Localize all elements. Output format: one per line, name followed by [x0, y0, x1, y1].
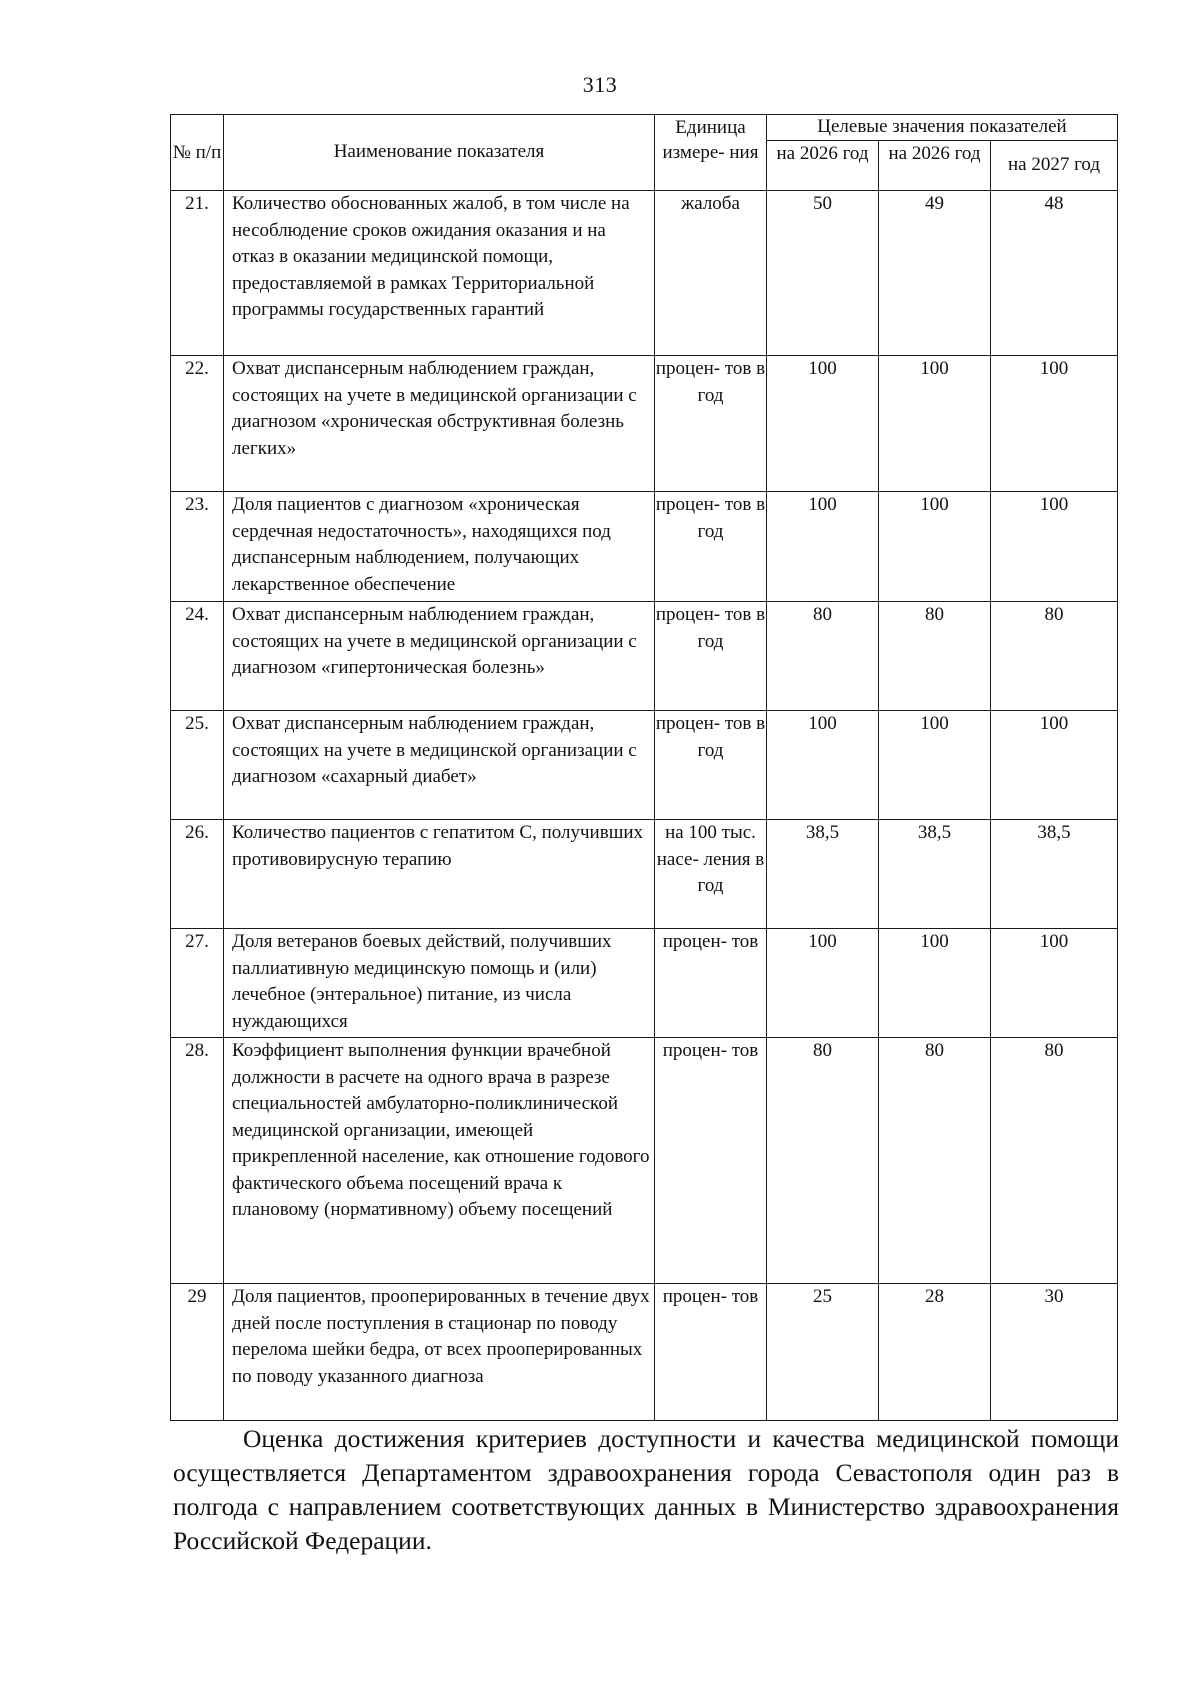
header-unit-label: Единица измере- ния — [662, 117, 759, 163]
row-number: 25. — [171, 711, 224, 820]
header-target-values-label: Целевые значения показателей — [817, 116, 1067, 137]
row-number: 24. — [171, 602, 224, 711]
indicator-name: Доля пациентов, прооперированных в течение двух дней после поступления в стационар по поводу перелома шейки бедра, от всех прооперированных по поводу указанного диагноза — [224, 1284, 655, 1421]
target-value-1: 100 — [767, 929, 879, 1038]
unit-of-measure: процен- тов — [655, 929, 767, 1038]
header-target-values — [767, 115, 1118, 141]
target-value-1: 80 — [767, 1038, 879, 1284]
indicators-table — [170, 114, 1118, 1421]
target-value-3: 38,5 — [991, 820, 1118, 929]
table-row — [171, 191, 1118, 356]
conclusion-paragraph — [173, 1422, 1119, 1558]
header-name — [224, 115, 655, 191]
unit-of-measure: жалоба — [655, 191, 767, 356]
table-header — [171, 115, 1118, 191]
target-value-3: 100 — [991, 356, 1118, 492]
row-number: 21. — [171, 191, 224, 356]
row-number: 28. — [171, 1038, 224, 1284]
indicator-name: Охват диспансерным наблюдением граждан, состоящих на учете в медицинской организации с диагнозом «гипертоническая болезнь» — [224, 602, 655, 711]
target-value-2: 49 — [879, 191, 991, 356]
indicator-name: Количество обоснованных жалоб, в том числе на несоблюдение сроков ожидания оказания и на отказ в оказании медицинской помощи, предоставляемой в рамках Территориальной программы государственных гарантий — [224, 191, 655, 356]
header-name-label: Наименование показателя — [333, 141, 545, 163]
header-year-2-label: на 2026 год — [888, 143, 981, 164]
target-value-1: 50 — [767, 191, 879, 356]
target-value-2: 38,5 — [879, 820, 991, 929]
row-number: 27. — [171, 929, 224, 1038]
unit-of-measure: процен- тов в год — [655, 356, 767, 492]
target-value-1: 100 — [767, 492, 879, 602]
target-value-1: 38,5 — [767, 820, 879, 929]
row-number: 29 — [171, 1284, 224, 1421]
target-value-1: 80 — [767, 602, 879, 711]
page-number: 313 — [582, 72, 618, 97]
conclusion-text: Оценка достижения критериев доступности и качества медицинской помощи осуществляется Департаментом здравоохранения города Севастополя один раз в полгода с направлением соответствующих данных в Министерство здравоохранения Российской Федерации. — [173, 1424, 1119, 1555]
indicator-name: Доля ветеранов боевых действий, получивших паллиативную медицинскую помощь и (или) лечебное (энтеральное) питание, из числа нуждающихся — [224, 929, 655, 1038]
target-value-2: 28 — [879, 1284, 991, 1421]
table-row — [171, 1038, 1118, 1284]
header-year-3-label: на 2027 год — [1007, 154, 1101, 176]
row-number: 22. — [171, 356, 224, 492]
table-row — [171, 492, 1118, 602]
target-value-2: 100 — [879, 356, 991, 492]
target-value-3: 48 — [991, 191, 1118, 356]
target-value-3: 80 — [991, 602, 1118, 711]
target-value-3: 30 — [991, 1284, 1118, 1421]
header-num-label: № п/п — [172, 141, 222, 163]
row-number: 26. — [171, 820, 224, 929]
indicator-name: Доля пациентов с диагнозом «хроническая сердечная недостаточность», находящихся под диспансерным наблюдением, получающих лекарственное обеспечение — [224, 492, 655, 602]
indicator-name: Охват диспансерным наблюдением граждан, состоящих на учете в медицинской организации с диагнозом «хроническая обструктивная болезнь легких» — [224, 356, 655, 492]
target-value-2: 100 — [879, 711, 991, 820]
indicator-name: Количество пациентов с гепатитом С, получивших противовирусную терапию — [224, 820, 655, 929]
target-value-1: 25 — [767, 1284, 879, 1421]
row-number: 23. — [171, 492, 224, 602]
unit-of-measure: процен- тов в год — [655, 602, 767, 711]
table-row — [171, 1284, 1118, 1421]
table-row — [171, 602, 1118, 711]
header-unit — [655, 115, 767, 191]
table-row — [171, 929, 1118, 1038]
target-value-2: 100 — [879, 929, 991, 1038]
table-row — [171, 711, 1118, 820]
header-year-3 — [991, 141, 1118, 191]
header-year-1-label: на 2026 год — [776, 143, 869, 164]
header-year-1 — [767, 141, 879, 191]
target-value-3: 100 — [991, 711, 1118, 820]
target-value-2: 80 — [879, 1038, 991, 1284]
unit-of-measure: процен- тов в год — [655, 492, 767, 602]
target-value-3: 80 — [991, 1038, 1118, 1284]
target-value-2: 80 — [879, 602, 991, 711]
header-year-2 — [879, 141, 991, 191]
table-row — [171, 820, 1118, 929]
target-value-3: 100 — [991, 492, 1118, 602]
indicator-name: Коэффициент выполнения функции врачебной должности в расчете на одного врача в разрезе специальностей амбулаторно-поликлинической медицинской организации, имеющей прикрепленной население, как отношение годового фактического объема посещений врача к плановому (нормативному) объему посещений — [224, 1038, 655, 1284]
unit-of-measure: на 100 тыс. насе- ления в год — [655, 820, 767, 929]
indicator-name: Охват диспансерным наблюдением граждан, состоящих на учете в медицинской организации с диагнозом «сахарный диабет» — [224, 711, 655, 820]
unit-of-measure: процен- тов — [655, 1038, 767, 1284]
target-value-1: 100 — [767, 711, 879, 820]
unit-of-measure: процен- тов в год — [655, 711, 767, 820]
unit-of-measure: процен- тов — [655, 1284, 767, 1421]
target-value-3: 100 — [991, 929, 1118, 1038]
table-row — [171, 356, 1118, 492]
target-value-2: 100 — [879, 492, 991, 602]
target-value-1: 100 — [767, 356, 879, 492]
header-num — [171, 115, 224, 191]
table-body — [171, 191, 1118, 1421]
